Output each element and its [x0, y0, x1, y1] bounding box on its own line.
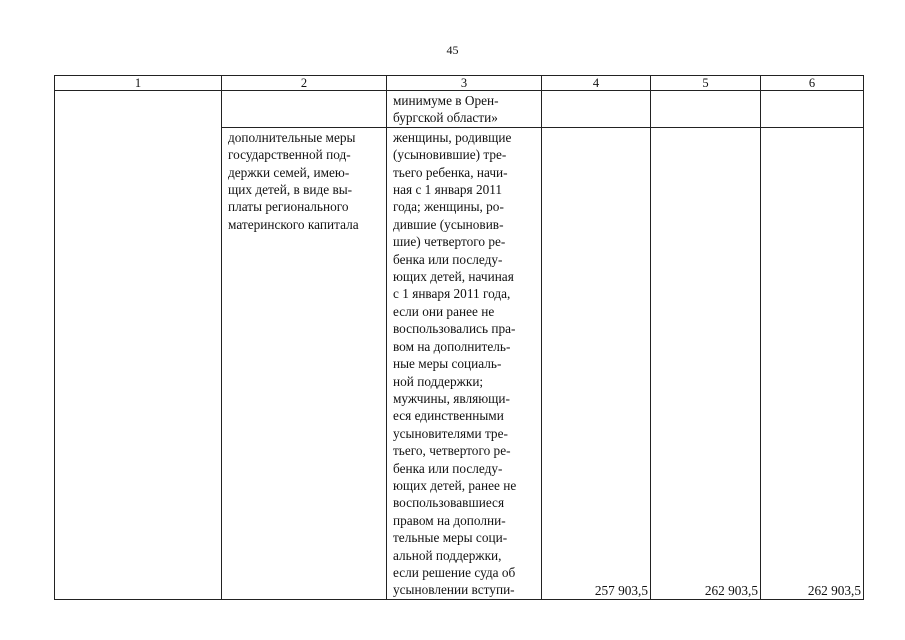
table-row-continuation [55, 91, 864, 128]
cell-col-2 [222, 91, 387, 128]
header-col-4: 4 [542, 76, 651, 91]
header-row [55, 76, 864, 91]
measure-text: дополнительные меры государственной под- держки семей, имею- щих детей, в виде вы- платы регионального материнского капитала [228, 129, 359, 232]
header-col-3: 3 [387, 76, 542, 91]
cell-col-4 [542, 91, 651, 128]
header-col-2: 2 [222, 76, 387, 91]
page-number: 45 [446, 43, 459, 57]
cell-col-5 [651, 91, 761, 128]
amount-value-5: 262 903,5 [704, 582, 758, 598]
amount-value-4: 257 903,5 [594, 582, 648, 598]
header-col-1: 1 [55, 76, 222, 91]
recipients-text: женщины, родивщие (усыновившие) тре- тьего ребенка, начи- ная с 1 января 2011 года; женщины, ро- дившие (усыновив- шие) четвертого ре- бенка или последу- ющих детей, начиная с 1 января 2011 года, если они ранее не воспользовались пра- вом на дополнитель- ные меры социаль- ной поддержки; мужчины, являющи- еся единственными усыновителями тре- тьего, четвертого ре- бенка или последу- ющих детей, ранее не воспользовавшиеся правом на дополни- тельные меры соци- альной поддержки, если решение суда об усыновлении вступи- [393, 129, 517, 598]
cell-text: минимуме в Орен- бургской области» [393, 93, 499, 126]
cell-col-3 [387, 91, 542, 128]
amount-value-6: 262 903,5 [807, 582, 861, 598]
cell-col-6 [761, 91, 864, 128]
header-col-6: 6 [761, 76, 864, 91]
cell-amount-4 [542, 127, 651, 599]
cell-measure [222, 127, 387, 599]
cell-col-1 [55, 91, 222, 600]
cell-amount-6 [761, 127, 864, 599]
header-col-5: 5 [651, 76, 761, 91]
cell-recipients [387, 127, 542, 599]
budget-table [54, 75, 864, 600]
cell-amount-5 [651, 127, 761, 599]
